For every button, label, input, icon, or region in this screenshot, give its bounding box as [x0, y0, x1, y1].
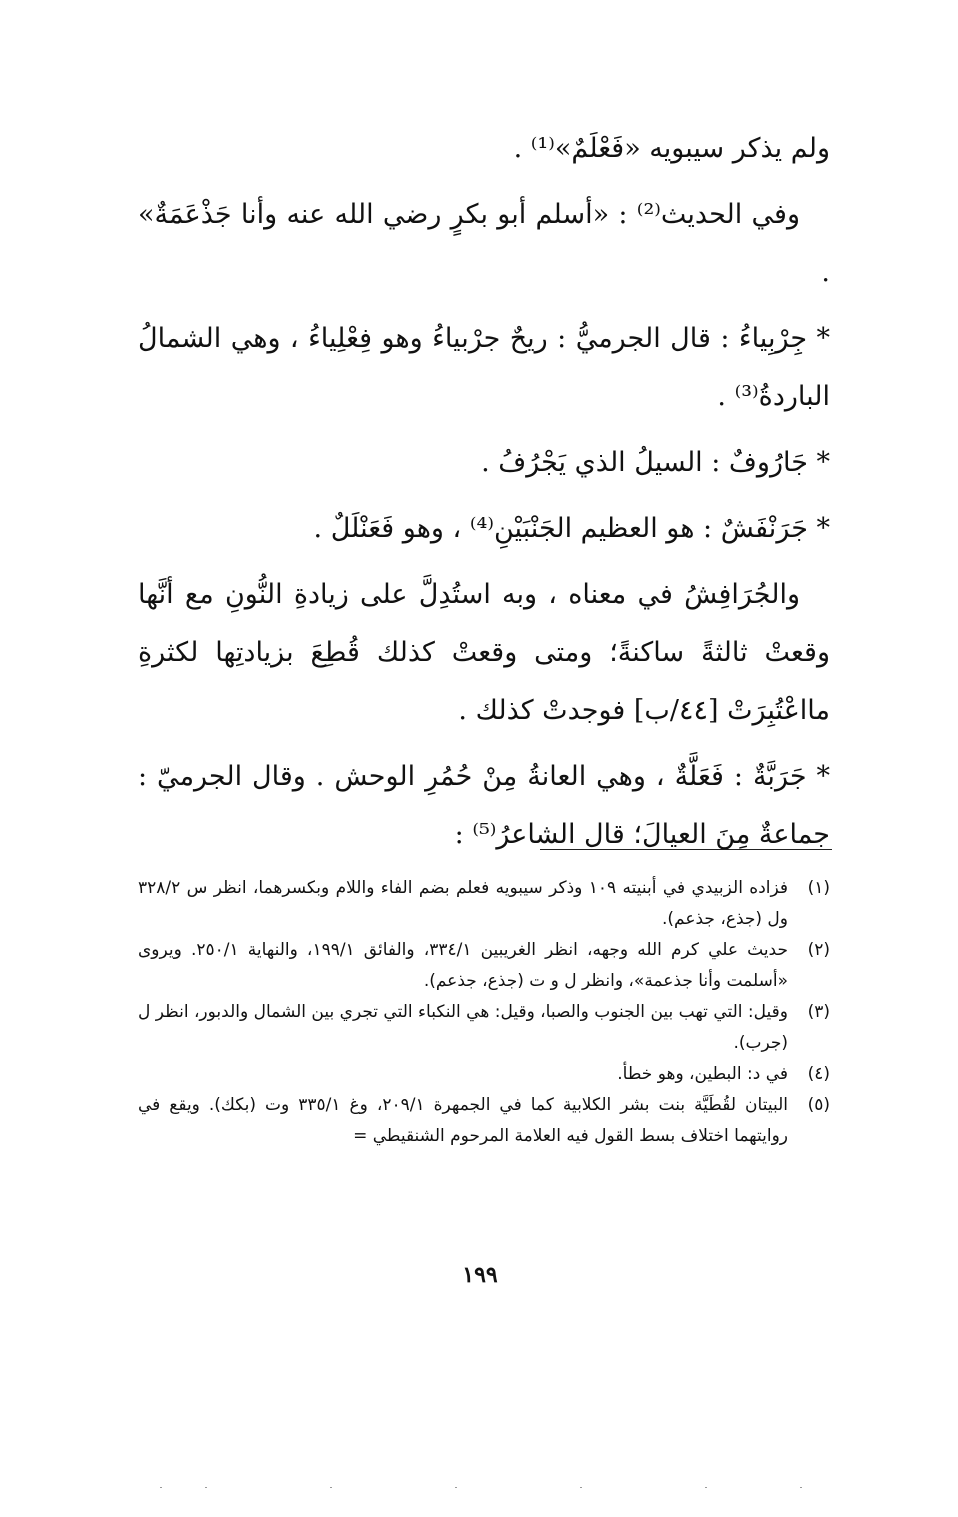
footnote-number: (٣): [807, 1002, 830, 1022]
scan-speck: [205, 1487, 207, 1488]
footnotes-block: [138, 873, 830, 1152]
footnote-text: البيتان لقُطَيَّة بنت بشر الكلابية كما في الجمهرة ٢٠٩/١، وغ ٣٣٥/١ وت (بكك). ويقع في روايتهما اختلاف بسط القول فيه العلامة المرحوم الشنقيطي =: [138, 1095, 788, 1146]
scan-speck: [160, 1487, 162, 1488]
footnote-3: [138, 997, 830, 1059]
footnote-text: في د: البطين، وهو خطأ.: [617, 1064, 788, 1084]
footnote-number: (٢): [807, 940, 830, 960]
footnote-divider: [540, 849, 832, 850]
footnote-number: (١): [807, 878, 830, 898]
footnote-number: (٤): [807, 1064, 830, 1084]
footnote-4: [138, 1059, 830, 1090]
footnote-1: [138, 873, 830, 935]
page-number: ١٩٩: [462, 1262, 498, 1288]
footnote-text: وقيل: التي تهب بين الجنوب والصبا، وقيل: هي النكباء التي تجري بين الشمال والدبور، انظر ل (جرب).: [138, 1002, 788, 1053]
paragraph-2: وفي الحديث⁽²⁾ : «أسلم أبو بكرٍ رضي الله عنه وأنا جَذْعَمَةٌ» .: [138, 199, 830, 288]
scan-speck: [800, 1487, 802, 1488]
paragraph-1: ولم يذكر سيبويه «فَعْلَمٌ»⁽¹⁾ .: [513, 133, 830, 164]
scan-speck: [455, 1487, 457, 1488]
footnote-text: حديث علي كرم الله وجهه، انظر الغريبين ٣٣٤/١، والفائق ١٩٩/١، والنهاية ٢٥٠/١. ويروى «أسلمت وأنا جذعمة»، وانظر ل و ت (جذع، جذعم).: [138, 940, 788, 991]
scan-speck: [705, 1487, 707, 1488]
paragraph-5: * جَرَنْفَشٌ : هو العظيم الجَنْبَيْنِ⁽⁴⁾ ، وهو فَعَنْلَلٌ .: [313, 513, 830, 544]
footnote-number: (٥): [807, 1095, 830, 1115]
scan-speck: [330, 1487, 332, 1488]
scan-speck: [580, 1487, 582, 1488]
main-text-block: [138, 120, 830, 872]
footnote-text: فزاده الزبيدي في أبنيته ١٠٩ وذكر سيبويه فعلم بضم الفاء واللام وبكسرهما، انظر س ٣٢٨/٢ ول (جذع، جذعم).: [138, 878, 788, 929]
footnote-5: [138, 1090, 830, 1152]
paragraph-7: * جَرَبَّةٌ : فَعَلَّةٌ ، وهي العانةُ مِنْ حُمُرِ الوحش . وقال الجرميّ : جماعةٌ مِنَ العيالَ؛ قال الشاعرُ⁽⁵⁾ :: [138, 761, 830, 850]
paragraph-6: والجُرَافِشُ في معناه ، وبه استُدِلَّ على زيادةِ النُّونِ مع أنَّها وقعتْ ثالثةً ساكنةً؛ ومتى وقعتْ كذلك قُطِعَ بزيادتِها لكثرةِ مااعْتُبِرَتْ [٤٤/ب] فوجدتْ كذلك .: [138, 579, 830, 726]
paragraph-4: * جَارُوفٌ : السيلُ الذي يَجْرُفُ .: [481, 447, 830, 478]
footnote-2: [138, 935, 830, 997]
paragraph-3: * جِرْبِياءُ : قال الجرميُّ : ريحٌ جرْبياءُ وهو فِعْلِياءُ ، وهي الشمالُ الباردةُ⁽³⁾ .: [138, 323, 830, 412]
